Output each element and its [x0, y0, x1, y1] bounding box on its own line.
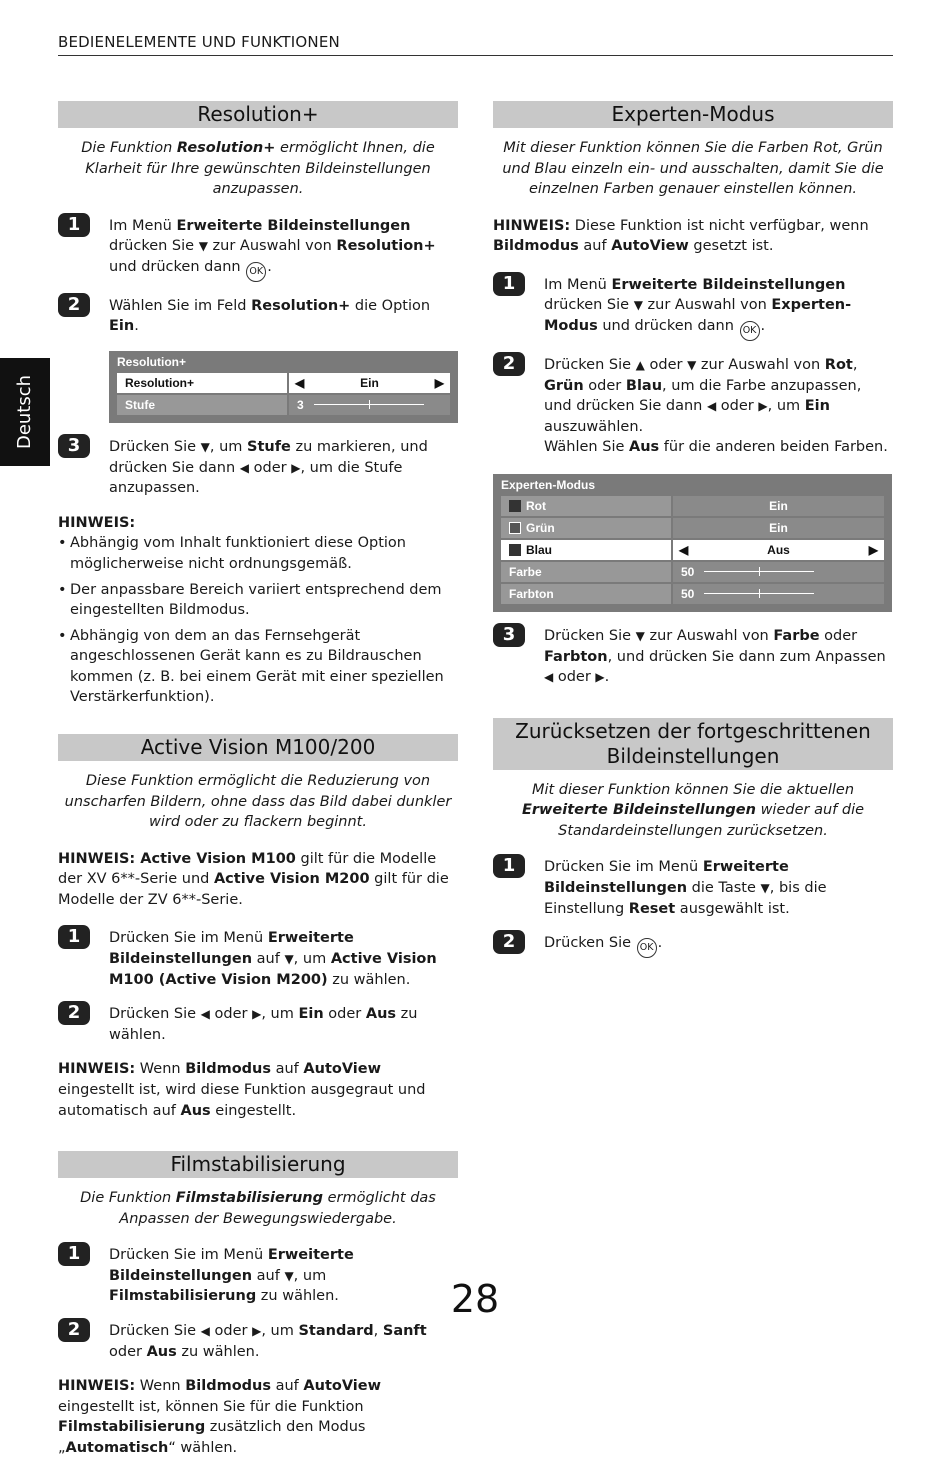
active-vision-step-1: 1 Drücken Sie im Menü Erweiterte Bildeinstellungen auf ▼, um Active Vision M100 (Active Vision M200) zu wählen.: [58, 928, 458, 990]
menu-title: Experten-Modus: [501, 477, 596, 492]
filmstab-hint: HINWEIS: Wenn Bildmodus auf AutoView eingestellt ist, können Sie für die Funktion Filmstabilisierung zusätzlich den Modus „Automatisch“ wählen.: [58, 1378, 382, 1456]
right-arrow-icon: ▶: [868, 542, 878, 557]
active-vision-hint-2: HINWEIS: Wenn Bildmodus auf AutoView eingestellt ist, wird diese Funktion ausgegraut und automatisch auf Aus eingestellt.: [58, 1061, 426, 1119]
note-item: • Abhängig vom Inhalt funktioniert diese Option möglicherweise nicht ordnungsgemäß.: [58, 533, 458, 574]
left-arrow-icon: ◀: [200, 1007, 210, 1022]
section-title-reset: Zurücksetzen der fortgeschrittenen Bildeinstellungen: [493, 718, 893, 770]
experten-step-1: 1 Im Menü Erweiterte Bildeinstellungen drücken Sie ▼ zur Auswahl von Experten-Modus und drücken dann OK .: [493, 275, 893, 341]
section-title-resolution: Resolution+: [58, 101, 458, 128]
filmstab-step-1: 1 Drücken Sie im Menü Erweiterte Bildeinstellungen auf ▼, um Filmstabilisierung zu wählen.: [58, 1245, 458, 1307]
down-arrow-icon: ▼: [284, 952, 294, 967]
down-arrow-icon: ▼: [635, 628, 645, 643]
step-number-badge: 2: [58, 293, 90, 317]
ok-button-icon: OK: [740, 321, 760, 341]
menu-row-farbe[interactable]: Farbe 50: [501, 562, 884, 582]
left-arrow-icon: ◀: [544, 670, 554, 685]
right-arrow-icon: ▶: [595, 670, 605, 685]
resolution-notes: [58, 513, 458, 708]
section-title-experten-modus: Experten-Modus: [493, 101, 893, 128]
experten-step-3: 3 Drücken Sie ▼ zur Auswahl von Farbe oder Farbton, und drücken Sie dann zum Anpassen ◀ oder ▶.: [493, 626, 893, 688]
language-tab-label: Deutsch: [14, 374, 36, 450]
reset-step-1: 1 Drücken Sie im Menü Erweiterte Bildeinstellungen die Taste ▼, bis die Einstellung Reset ausgewählt ist.: [493, 857, 893, 919]
step-number-badge: 2: [58, 1001, 90, 1025]
note-item: • Der anpassbare Bereich variiert entsprechend dem eingestellten Bildmodus.: [58, 580, 458, 621]
left-arrow-icon: ◀: [200, 1323, 210, 1338]
menu-title: Resolution+: [117, 355, 187, 370]
resolution-step-3: 3 Drücken Sie ▼, um Stufe zu markieren, und drücken Sie dann ◀ oder ▶, um die Stufe anzupassen.: [58, 437, 458, 499]
ok-button-icon: OK: [246, 262, 266, 282]
active-vision-hint: HINWEIS: Active Vision M100 gilt für die Modelle der XV 6**-Serie und Active Vision M200 gilt für die Modelle der ZV 6**-Serie.: [58, 850, 449, 908]
hinweis-label: HINWEIS:: [58, 514, 136, 531]
section-title-filmstabilisierung: Filmstabilisierung: [58, 1151, 458, 1178]
step-number-badge: 3: [58, 434, 90, 458]
right-arrow-icon: ▶: [758, 399, 768, 414]
step-number-badge: 1: [58, 925, 90, 949]
step-number-badge: 1: [58, 1242, 90, 1266]
left-arrow-icon: ◀: [239, 460, 250, 475]
checkbox-icon[interactable]: [509, 500, 521, 512]
down-arrow-icon: ▼: [760, 880, 770, 895]
left-column: [58, 101, 458, 1468]
step-number-badge: 1: [493, 854, 525, 878]
experten-intro: Mit dieser Funktion können Sie die Farben Rot, Grün und Blau einzeln ein- und ausschalten, damit Sie die einzelnen Farben genauer einstellen können.: [502, 140, 884, 198]
right-arrow-icon: ▶: [291, 460, 301, 475]
menu-row-resolution[interactable]: Resolution+ ◀ Ein ▶: [117, 373, 450, 393]
checkbox-icon[interactable]: [509, 544, 521, 556]
step-number-badge: 2: [493, 930, 525, 954]
down-arrow-icon: ▼: [198, 239, 208, 254]
reset-intro: Mit dieser Funktion können Sie die aktuellen Erweiterte Bildeinstellungen wieder auf die Standardeinstellungen zurücksetzen.: [521, 781, 865, 839]
menu-row-gruen[interactable]: Grün Ein: [501, 518, 884, 538]
page-number: 28: [450, 1277, 500, 1321]
right-arrow-icon: ▶: [252, 1007, 262, 1022]
down-arrow-icon: ▼: [633, 298, 643, 313]
up-arrow-icon: ▲: [635, 358, 645, 373]
experten-hint: HINWEIS: Diese Funktion ist nicht verfügbar, wenn Bildmodus auf AutoView gesetzt ist.: [493, 217, 869, 255]
step-number-badge: 1: [58, 213, 90, 237]
step-number-badge: 1: [493, 272, 525, 296]
note-item: • Abhängig von dem an das Fernsehgerät angeschlossenen Gerät kann es zu Bildrauschen kommen (z. B. bei einem Gerät mit einer speziellen Verstärkerfunktion).: [58, 626, 458, 708]
experten-menu-screenshot: [493, 474, 892, 612]
menu-row-blau[interactable]: Blau ◀ Aus ▶: [501, 540, 884, 560]
level-slider[interactable]: [314, 404, 424, 405]
menu-row-stufe[interactable]: Stufe 3: [117, 395, 450, 415]
right-arrow-icon: ▶: [252, 1323, 262, 1338]
farbton-slider[interactable]: [704, 593, 814, 594]
left-arrow-icon: ◀: [295, 376, 305, 391]
resolution-menu-screenshot: [109, 351, 458, 423]
menu-row-rot[interactable]: Rot Ein: [501, 496, 884, 516]
language-tab: [0, 358, 50, 466]
active-vision-intro: Diese Funktion ermöglicht die Reduzierung von unscharfen Bildern, ohne dass das Bild dabei dunkler wird oder zu flackern beginnt.: [64, 772, 452, 831]
step-number-badge: 2: [58, 1318, 90, 1342]
page-header: BEDIENELEMENTE UND FUNKTIONEN: [58, 32, 893, 56]
down-arrow-icon: ▼: [284, 1268, 294, 1283]
step-number-badge: 3: [493, 623, 525, 647]
down-arrow-icon: ▼: [687, 358, 697, 373]
resolution-intro: Die Funktion Resolution+ ermöglicht Ihnen, die Klarheit für Ihre gewünschten Bildeinstellungen anzupassen.: [81, 140, 435, 198]
step-number-badge: 2: [493, 352, 525, 376]
section-title-active-vision: Active Vision M100/200: [58, 734, 458, 761]
down-arrow-icon: ▼: [200, 440, 210, 455]
active-vision-step-2: 2 Drücken Sie ◀ oder ▶, um Ein oder Aus zu wählen.: [58, 1004, 458, 1045]
ok-button-icon: OK: [637, 938, 657, 958]
checkbox-icon[interactable]: [509, 522, 521, 534]
left-arrow-icon: ◀: [706, 399, 717, 414]
filmstab-intro: Die Funktion Filmstabilisierung ermöglicht das Anpassen der Bewegungswiedergabe.: [80, 1190, 436, 1227]
experten-step-2: 2 Drücken Sie ▲ oder ▼ zur Auswahl von Rot, Grün oder Blau, um die Farbe anzupassen, und drücken Sie dann ◀ oder ▶, um Ein auszuwählen. Wählen Sie Aus für die anderen beiden Farben.: [493, 355, 893, 458]
farbe-slider[interactable]: [704, 571, 814, 572]
filmstab-step-2: 2 Drücken Sie ◀ oder ▶, um Standard, Sanft oder Aus zu wählen.: [58, 1321, 458, 1362]
resolution-step-1: 1 Im Menü Erweiterte Bildeinstellungen drücken Sie ▼ zur Auswahl von Resolution+ und drücken dann OK .: [58, 216, 458, 282]
right-column: [493, 101, 893, 972]
menu-row-farbton[interactable]: Farbton 50: [501, 584, 884, 604]
resolution-step-2: 2 Wählen Sie im Feld Resolution+ die Option Ein.: [58, 296, 458, 337]
right-arrow-icon: ▶: [434, 376, 444, 391]
reset-step-2: 2 Drücken Sie OK .: [493, 933, 893, 958]
left-arrow-icon: ◀: [679, 542, 689, 557]
